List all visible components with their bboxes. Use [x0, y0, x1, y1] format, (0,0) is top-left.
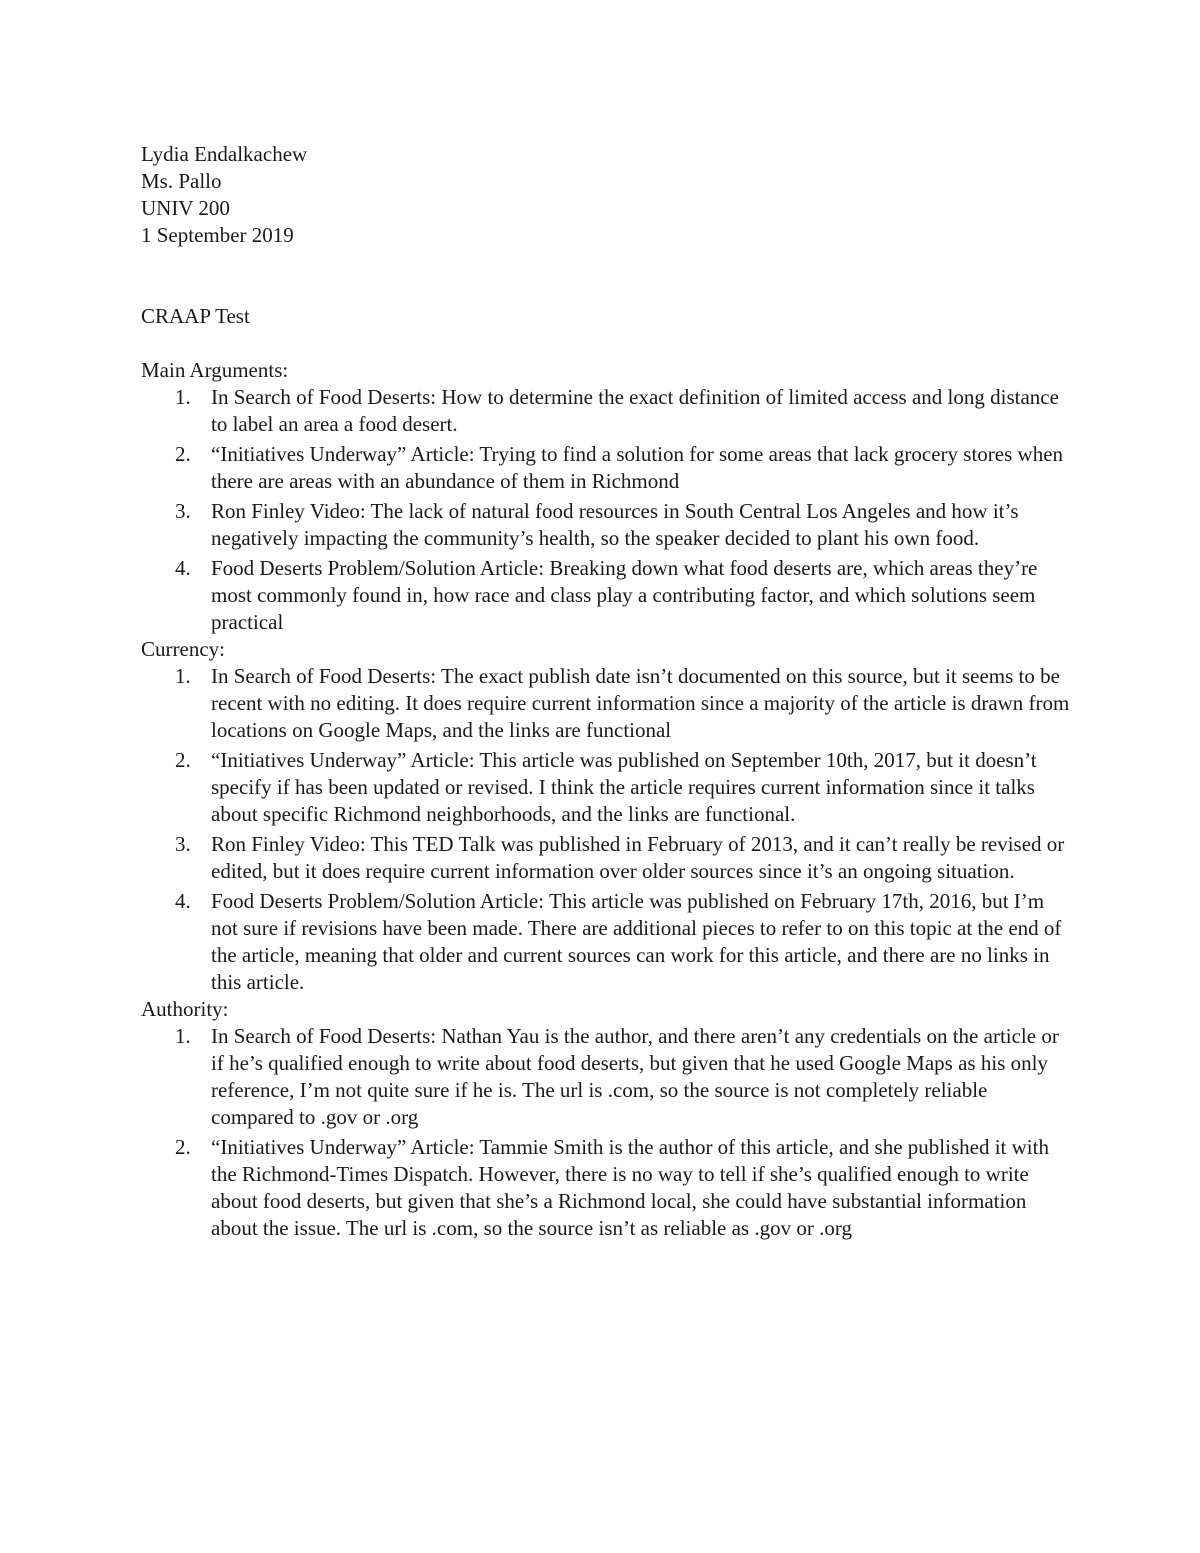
- list-item-text: In Search of Food Deserts: Nathan Yau is the author, and there aren’t any credentials on the article or if he’s qualified enough to write about food deserts, but given that he used Google Maps as his only reference, I’m not quite sure if he is. The url is .com, so the source is not completely reliable compared to .gov or .org: [211, 1024, 1059, 1129]
- list-item-text: Food Deserts Problem/Solution Article: Breaking down what food deserts are, which areas they’re most commonly found in, how race and class play a contributing factor, and which solutions seem practical: [211, 556, 1038, 634]
- list-item: [141, 1134, 1071, 1242]
- list-item: [141, 555, 1071, 636]
- student-name: Lydia Endalkachew: [141, 142, 308, 166]
- list-item-text: Ron Finley Video: The lack of natural food resources in South Central Los Angeles and how it’s negatively impacting the community’s health, so the speaker decided to plant his own food.: [211, 499, 1019, 550]
- list-item-text: Ron Finley Video: This TED Talk was published in February of 2013, and it can’t really be revised or edited, but it does require current information over older sources since it’s an ongoing situation.: [211, 832, 1065, 883]
- list-item-text: In Search of Food Deserts: The exact publish date isn’t documented on this source, but it seems to be recent with no editing. It does require current information since a majority of the article is drawn from locations on Google Maps, and the links are functional: [211, 664, 1070, 742]
- section-label: Authority:: [141, 997, 229, 1021]
- section-currency: [141, 636, 1071, 996]
- list-number: 2.: [175, 1135, 191, 1159]
- list-number: 4.: [175, 889, 191, 913]
- list-number: 2.: [175, 442, 191, 466]
- list-number: 1.: [175, 664, 191, 688]
- list-item-text: Food Deserts Problem/Solution Article: This article was published on February 17th, 2016, but I’m not sure if revisions have been made. There are additional pieces to refer to on this topic at the end of the article, meaning that older and current sources can work for this article, and there are no links in this article.: [211, 889, 1062, 994]
- numbered-list: [141, 663, 1071, 996]
- list-item-text: “Initiatives Underway” Article: Tammie Smith is the author of this article, and she published it with the Richmond-Times Dispatch. However, there is no way to tell if she’s qualified enough to write about food deserts, but given that she’s a Richmond local, she could have substantial information about the issue. The url is .com, so the source isn’t as reliable as .gov or .org: [211, 1135, 1049, 1240]
- list-number: 3.: [175, 499, 191, 523]
- section-authority: [141, 996, 1071, 1242]
- numbered-list: [141, 384, 1071, 636]
- list-item: [141, 888, 1071, 996]
- list-item: [141, 747, 1071, 828]
- spacer: [141, 249, 1071, 276]
- list-number: 4.: [175, 556, 191, 580]
- list-number: 1.: [175, 1024, 191, 1048]
- document-page: [141, 141, 1071, 1242]
- spacer: [141, 276, 1071, 303]
- numbered-list: [141, 1023, 1071, 1242]
- document-title: CRAAP Test: [141, 304, 250, 328]
- document-date: 1 September 2019: [141, 223, 294, 247]
- course-name: UNIV 200: [141, 196, 230, 220]
- list-item: [141, 831, 1071, 885]
- list-item: [141, 663, 1071, 744]
- list-number: 3.: [175, 832, 191, 856]
- list-item-text: “Initiatives Underway” Article: This article was published on September 10th, 2017, but it doesn’t specify if has been updated or revised. I think the article requires current information since it talks about specific Richmond neighborhoods, and the links are functional.: [211, 748, 1037, 826]
- list-number: 2.: [175, 748, 191, 772]
- section-label: Currency:: [141, 637, 225, 661]
- instructor-name: Ms. Pallo: [141, 169, 222, 193]
- list-item: [141, 441, 1071, 495]
- list-item-text: “Initiatives Underway” Article: Trying to find a solution for some areas that lack grocery stores when there are areas with an abundance of them in Richmond: [211, 442, 1064, 493]
- list-number: 1.: [175, 385, 191, 409]
- list-item-text: In Search of Food Deserts: How to determine the exact definition of limited access and long distance to label an area a food desert.: [211, 385, 1059, 436]
- list-item: [141, 384, 1071, 438]
- section-main-arguments: [141, 357, 1071, 636]
- list-item: [141, 1023, 1071, 1131]
- section-label: Main Arguments:: [141, 358, 289, 382]
- spacer: [141, 330, 1071, 357]
- list-item: [141, 498, 1071, 552]
